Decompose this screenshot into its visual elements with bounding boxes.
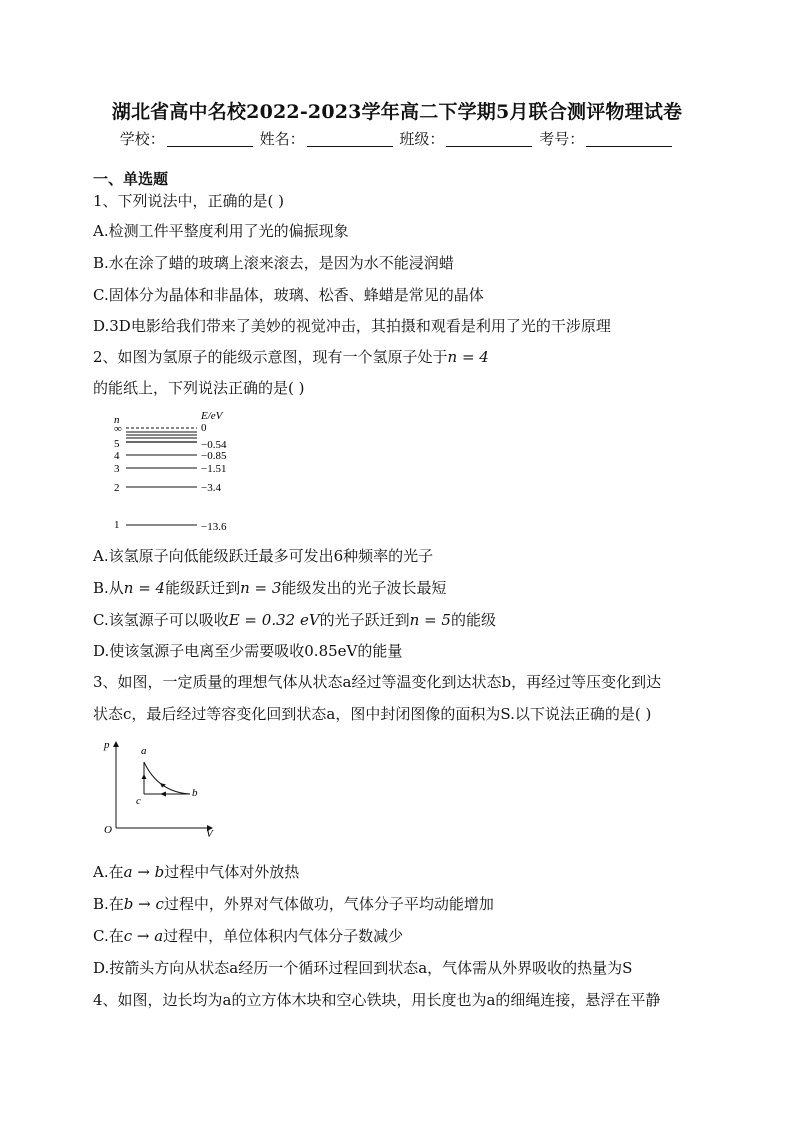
q2-stem-line2: 的能纸上，下列说法正确的是( ): [93, 379, 305, 397]
origin-label: O: [104, 824, 112, 836]
q2-option-a: A.该氢原子向低能级跃迁最多可发出6种频率的光子: [93, 547, 434, 565]
q3-c-process: c → a: [123, 927, 164, 945]
state-a-label: a: [141, 745, 147, 757]
energy-axis-label: E/eV: [201, 410, 223, 422]
q2-b-n2: n = 3: [240, 579, 282, 597]
school-blank: [167, 132, 253, 147]
class-label: 班级：: [399, 130, 445, 148]
level-e-5: −0.54: [201, 439, 227, 451]
n-axis-label: n: [114, 414, 120, 426]
level-e-1: −13.6: [201, 521, 227, 533]
q2-option-c: [93, 609, 496, 630]
q1-option-c: C.固体分为晶体和非晶体，玻璃、松香、蜂蜡是常见的晶体: [93, 286, 484, 304]
q1-option-d: D.3D电影给我们带来了美妙的视觉冲击，其拍摄和观看是利用了光的干涉原理: [93, 317, 611, 335]
class-blank: [446, 132, 532, 147]
exam-number-label: 考号：: [539, 130, 585, 148]
q3-c-text1: C.在: [93, 927, 124, 945]
q2-option-d: D.使该氢源子电离至少需要吸收0.85eV的能量: [93, 642, 403, 660]
arrow-bc: [160, 792, 166, 797]
q3-option-d: D.按箭头方向从状态a经历一个循环过程回到状态a，气体需从外界吸收的热量为S: [93, 959, 633, 977]
q2-c-text1: C.该氢源子可以吸收: [93, 611, 229, 629]
q2-stem-line1: [93, 346, 489, 367]
q3-option-b: [93, 893, 494, 914]
q2-b-n1: n = 4: [123, 579, 166, 597]
level-n-4: 4: [114, 450, 120, 462]
q3-a-text2: 过程中气体对外放热: [164, 863, 300, 881]
q2-c-text3: 的能级: [450, 611, 496, 629]
q3-a-process: a → b: [123, 863, 165, 881]
q3-stem-line2: 状态c，最后经过等容变化回到状态a，图中封闭图像的面积为S.以下说法正确的是( ): [93, 705, 652, 723]
level-n-1: 1: [114, 519, 120, 531]
level-e-3: −1.51: [201, 463, 227, 475]
q2-stem-n: n = 4: [447, 348, 489, 366]
q3-b-text1: B.在: [93, 895, 124, 913]
q2-c-n: n = 5: [409, 611, 451, 629]
level-n-3: 3: [114, 463, 120, 475]
level-e-4: −0.85: [201, 450, 227, 462]
paper-title: 湖北省高中名校2022-2023学年高二下学期5月联合测评物理试卷: [111, 101, 683, 123]
energy-level-diagram: [108, 408, 248, 533]
q4-stem: 4、如图，边长均为a的立方体木块和空心铁块，用长度也为a的细绳连接，悬浮在平静: [93, 991, 661, 1009]
student-info-line: [0, 128, 794, 149]
exam-number-blank: [586, 132, 672, 147]
q2-c-text2: 的光子跃迁到: [319, 611, 410, 629]
q2-b-text1: B.从: [93, 579, 124, 597]
section-title: 一、单选题: [93, 170, 169, 188]
arrow-ca: [142, 774, 147, 779]
q2-stem-text: 2、如图为氢原子的能级示意图，现有一个氢原子处于: [93, 348, 448, 366]
isotherm-a-b: [144, 762, 190, 794]
q2-option-b: [93, 577, 446, 598]
level-e-2: −3.4: [201, 482, 221, 494]
q2-b-text2: 能级跃迁到: [165, 579, 241, 597]
v-label: V: [206, 828, 213, 840]
q3-b-text2: 过程中，外界对气体做功，气体分子平均动能增加: [163, 895, 494, 913]
level-n-5: 5: [114, 438, 120, 450]
q1-stem: 1、下列说法中，正确的是( ): [93, 192, 285, 210]
level-n-inf: ∞: [114, 423, 122, 435]
school-label: 学校：: [119, 130, 165, 148]
q3-a-text1: A.在: [93, 863, 124, 881]
name-blank: [307, 132, 393, 147]
level-e-inf: 0: [201, 422, 207, 434]
q3-option-a: [93, 861, 299, 882]
pv-diagram: [100, 736, 220, 840]
q3-b-process: b → c: [123, 895, 164, 913]
q1-option-a: A.检测工件平整度利用了光的偏振现象: [93, 222, 349, 240]
q1-option-b: B.水在涂了蜡的玻璃上滚来滚去，是因为水不能浸润蜡: [93, 254, 454, 272]
level-n-2: 2: [114, 482, 120, 494]
state-c-label: c: [136, 795, 141, 807]
state-b-label: b: [192, 787, 198, 799]
name-label: 姓名：: [259, 130, 305, 148]
q2-b-text3: 能级发出的光子波长最短: [281, 579, 447, 597]
q2-c-energy: E = 0.32 eV: [228, 611, 320, 629]
q3-option-c: [93, 925, 403, 946]
q3-c-text2: 过程中，单位体积内气体分子数减少: [163, 927, 404, 945]
p-label: p: [104, 739, 110, 751]
q3-stem-line1: 3、如图，一定质量的理想气体从状态a经过等温变化到达状态b，再经过等压变化到达: [93, 673, 662, 691]
